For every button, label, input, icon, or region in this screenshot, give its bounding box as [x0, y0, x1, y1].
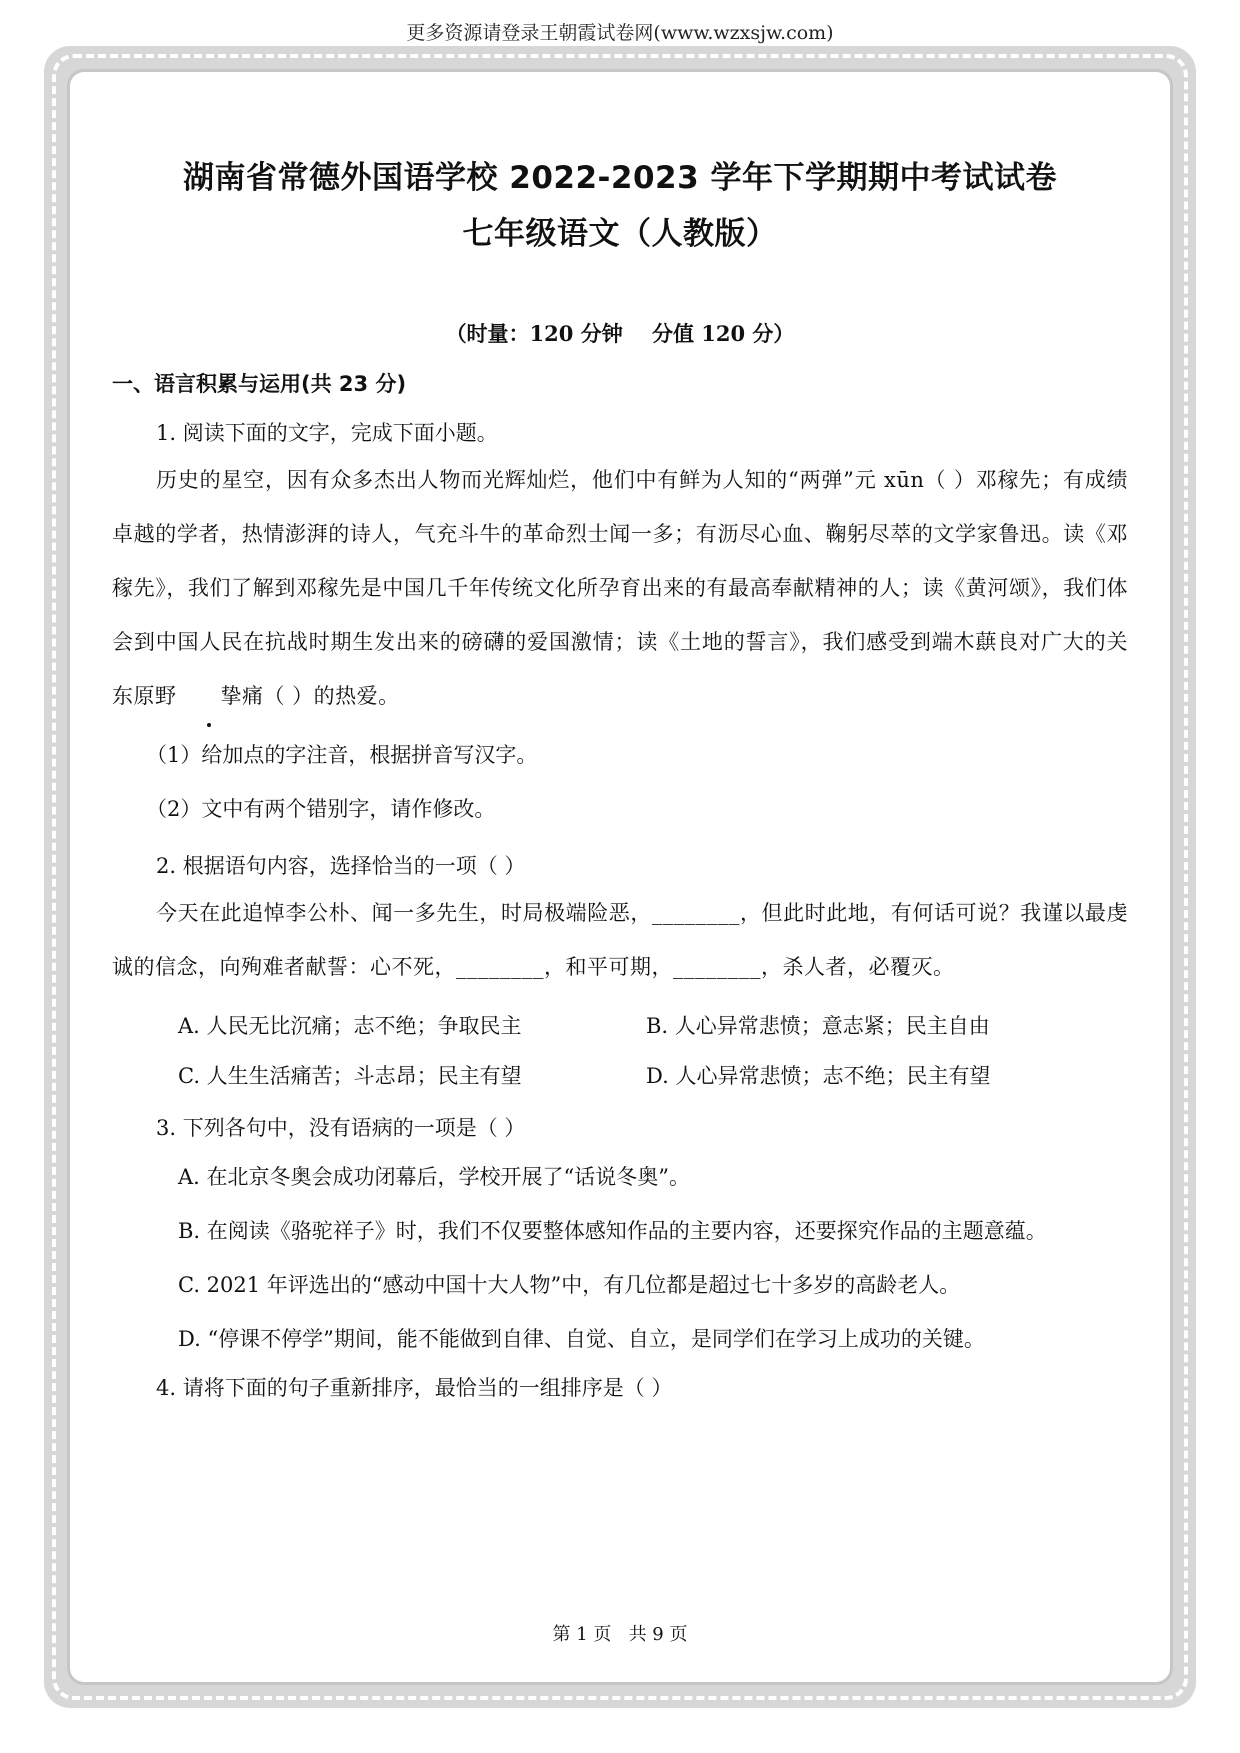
- option-c: C. 人生生活痛苦；斗志昂；民主有望: [178, 1064, 522, 1088]
- option-c: C. 2021 年评选出的“感动中国十大人物”中，有几位都是超过七十多岁的高龄老人。: [178, 1273, 961, 1297]
- option-a: A. 在北京冬奥会成功闭幕后，学校开展了“话说冬奥”。: [178, 1165, 690, 1189]
- exam-title: 湖南省常德外国语学校 2022-2023 学年下学期期中考试试卷: [182, 160, 1057, 196]
- question-1-passage: [112, 453, 1128, 723]
- question-1-stem: 1. 阅读下面的文字，完成下面小题。: [156, 421, 498, 445]
- option-d: D. “停课不停学”期间，能不能做到自律、自觉、自立，是同学们在学习上成功的关键。: [178, 1327, 985, 1351]
- exam-subtitle: 七年级语文（人教版）: [462, 216, 778, 252]
- question-3-options: [112, 1150, 1128, 1366]
- section-heading: 一、语言积累与运用(共 23 分): [112, 372, 407, 396]
- option-b: B. 在阅读《骆驼祥子》时，我们不仅要整体感知作品的主要内容，还要探究作品的主题意蕴。: [178, 1219, 1047, 1243]
- option-a: A. 人民无比沉痛；志不绝；争取民主: [178, 1014, 522, 1038]
- passage-text: 历史的星空，因有众多杰出人物而光辉灿烂，他们中有鲜为人知的“两弹”元 xūn（ ）邓稼先；有成绩卓越的学者，热情澎湃的诗人，气充斗牛的革命烈士闻一多；有沥尽心血、鞠躬尽萃的文学家鲁迅。读《邓稼先》，我们了解到邓稼先是中国几千年传统文化所孕育出来的有最高奉献精神的人；读《黄河颂》，我们体会到中国人民在抗战时期生发出来的磅礴的爱国激情；读《土地的誓言》，我们感受到端木蕻良对广大的关东原野: [112, 468, 1128, 708]
- dotted-character: 挚: [177, 669, 243, 723]
- page-number: 第 1 页 共 9 页: [552, 1624, 688, 1645]
- question-3-stem: 3. 下列各句中，没有语病的一项是（ ）: [156, 1116, 526, 1140]
- exam-content: [112, 150, 1128, 1402]
- question-4-stem: 4. 请将下面的句子重新排序，最恰当的一组排序是（ ）: [156, 1376, 673, 1400]
- exam-meta: （时量：120 分钟 分值 120 分）: [445, 321, 795, 346]
- option-d: D. 人心异常悲愤；志不绝；民主有望: [646, 1064, 991, 1088]
- question-1-sub-1: （1）给加点的字注音，根据拼音写汉字。: [146, 743, 538, 767]
- question-2-passage: 今天在此追悼李公朴、闻一多先生，时局极端险恶，________，但此时此地，有何话可说？我谨以最虔诚的信念，向殉难者献誓：心不死，________，和平可期，________，杀人者，必覆灭。: [112, 901, 1128, 979]
- option-b: B. 人心异常悲愤；意志紧；民主自由: [646, 1014, 990, 1038]
- question-2-options: [112, 1010, 1128, 1090]
- passage-text-end: 痛（ ）的热爱。: [242, 684, 400, 708]
- site-watermark-note: 更多资源请登录王朝霞试卷网(www.wzxsjw.com): [406, 22, 834, 44]
- question-2-stem: 2. 根据语句内容，选择恰当的一项（ ）: [156, 854, 526, 878]
- question-1-sub-2: （2）文中有两个错别字，请作修改。: [146, 797, 496, 821]
